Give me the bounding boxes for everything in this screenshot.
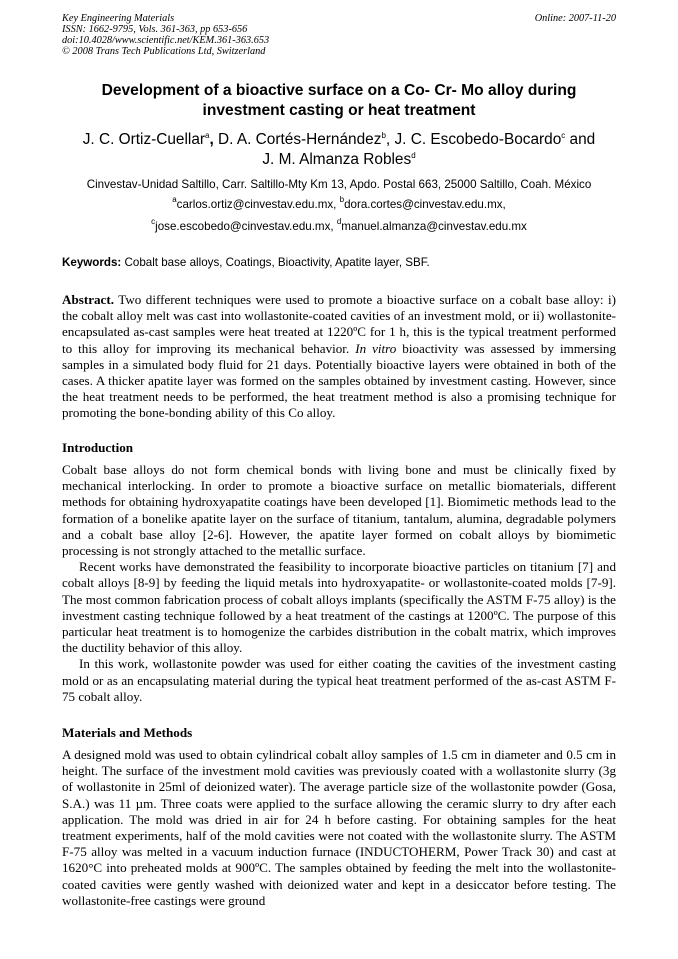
keywords-label: Keywords:: [62, 256, 122, 269]
journal-name: Key Engineering Materials: [62, 13, 175, 24]
author-separator: ,: [209, 131, 219, 148]
paragraph: Recent works have demonstrated the feasibility to incorporate bioactive particles on titanium [7] and cobalt alloys [8-9] by feeding the liquid metals into hydroxyapatite- or wollastonite-coated molds [7-9]. The most common fabrication process of cobalt alloys implants (specifically the ASTM F-75 alloy) is the investment casting technique followed by a heat treatment of the castings at 1200ºC. The purpose of this particular heat treatment is to homogenize the carbides distribution in the cobalt matrix, which improves the ductility behavior of this alloy.: [62, 559, 616, 656]
journal-doi: doi:10.4028/www.scientific.net/KEM.361-363.653: [62, 34, 270, 46]
author-affil-mark: b: [381, 131, 386, 140]
email-line-1: [62, 197, 616, 212]
author-list: [62, 130, 616, 170]
affiliation: Cinvestav-Unidad Saltillo, Carr. Saltillo-Mty Km 13, Apdo. Postal 663, 25000 Saltillo, Coah. México: [86, 178, 592, 191]
email-mark: c: [151, 217, 156, 226]
keywords-text: Cobalt base alloys, Coatings, Bioactivity, Apatite layer, SBF.: [121, 256, 430, 269]
introduction-body: [62, 462, 616, 705]
author-name: D. A. Cortés-Hernández: [218, 131, 382, 148]
email-address: dora.cortes@cinvestav.edu.mx,: [344, 198, 506, 211]
author-line-1: [62, 130, 616, 150]
author-affil-mark: d: [411, 151, 416, 160]
author-affil-mark: c: [561, 131, 566, 140]
abstract-text: Two different techniques were used to promote a bioactive surface on a cobalt base alloy: i) the cobalt alloy melt was cast into wollastonite-coated cavities of an investment mold, or ii) wollastonite-encapsulated as-cast samples were heat treated at 1220ºC for 1 h, this is the typical treatment performed to this alloy for improving its mechanical behavior.: [62, 292, 616, 356]
paragraph: A designed mold was used to obtain cylindrical cobalt alloy samples of 1.5 cm in diameter and 0.5 cm in height. The surface of the investment mold cavities was previously coated with a wollastonite slurry (3g of wollastonite in 25ml of deionized water). The average particle size of the wollastonite powder (Gosa, S.A.) was 11 µm. Three coats were applied to the surface allowing the ceramic slurry to dry after each application. The mold was dried in air for 24 h before casting. For obtaining samples for the heat treatment experiments, half of the mold cavities were not coated with the wollastonite slurry. The ASTM F-75 alloy was melted in a vacuum induction furnace (INDUCTOHERM, Power Track 30) and cast at 1620°C into preheated molds at 900ºC. The samples obtained by feeding the melt into the wollastonite-coated cavities were gently washed with deionized water and kept in a desiccator before testing. The wollastonite-free castings were ground: [62, 747, 616, 908]
journal-copyright: © 2008 Trans Tech Publications Ltd, Switzerland: [62, 45, 266, 57]
abstract-label: Abstract.: [62, 292, 114, 307]
email-address: carlos.ortiz@cinvestav.edu.mx,: [176, 198, 340, 211]
author-separator: and: [565, 131, 596, 148]
journal-header: [62, 14, 616, 58]
abstract-italic: In vitro: [355, 340, 397, 356]
author-separator: ,: [385, 131, 395, 148]
title-line-2: investment casting or heat treatment: [202, 101, 476, 119]
section-heading-methods: Materials and Methods: [62, 725, 193, 740]
author-affil-mark: a: [205, 131, 210, 140]
paragraph: Cobalt base alloys do not form chemical bonds with living bone and must be clinically fixed by mechanical interlocking. In order to promote a bioactive surface on metallic biomaterials, different methods for obtaining hydroxyapatite coatings have been developed [1]. Biomimetic methods lead to the formation of a bonelike apatite layer on the surface of titanium, tantalum, alumina, degradable polymers and a cobalt base alloy [2-6]. However, the apatite layer formed on cobalt alloys by biomimetic processing is not strongly attached to the metallic surface.: [62, 462, 616, 559]
abstract-text: bioactivity was assessed by immersing samples in a simulated body fluid for 21 days. Potentially bioactive layers were obtained in both of the cases. A thicker apatite layer was formed on the samples obtained by investment casting. However, since the heat treatment needs to be performed, the heat treatment method is also a promising technique for promoting the bone-bonding ability of this Co alloy.: [62, 340, 616, 421]
title-line-1: Development of a bioactive surface on a Co- Cr- Mo alloy during: [101, 82, 577, 99]
author-line-2: [62, 150, 616, 170]
paper-title: [62, 81, 616, 120]
abstract: [62, 292, 616, 422]
email-address: manuel.almanza@cinvestav.edu.mx: [341, 220, 527, 233]
email-line-2: [62, 219, 616, 234]
journal-issn: ISSN: 1662-9795, Vols. 361-363, pp 653-656: [62, 23, 248, 35]
keywords: [62, 255, 616, 270]
author-name: J. C. Escobedo-Bocardo: [394, 131, 562, 148]
email-address: jose.escobedo@cinvestav.edu.mx,: [155, 220, 337, 233]
email-mark: b: [339, 195, 345, 204]
abstract-paragraph: [62, 292, 616, 422]
section-heading-introduction: Introduction: [62, 440, 134, 455]
author-name: J. M. Almanza Robles: [262, 151, 412, 168]
author-name: J. C. Ortiz-Cuellar: [82, 131, 206, 148]
methods-body: [62, 747, 616, 909]
online-date: Online: 2007-11-20: [534, 13, 616, 24]
email-mark: a: [172, 195, 177, 204]
email-mark: d: [336, 217, 342, 226]
paragraph: In this work, wollastonite powder was used for either coating the cavities of the investment casting mold or as an encapsulating material during the typical heat treatment performed of the as-cast ASTM F-75 cobalt alloy.: [62, 656, 616, 704]
